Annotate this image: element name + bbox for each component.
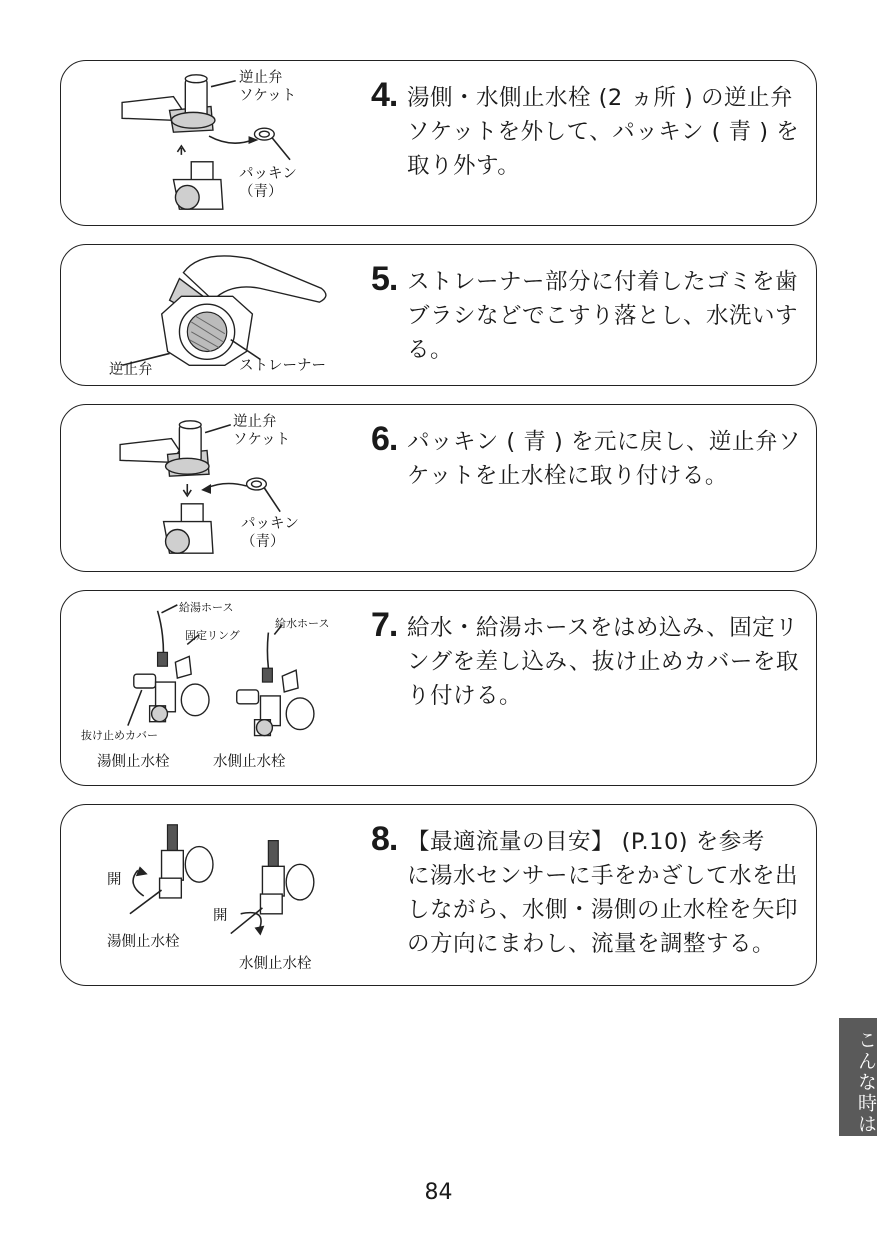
- strainer-label: ストレーナー: [239, 358, 326, 374]
- step-instruction: 給水・給湯ホースをはめ込み、固定リ ングを差し込み、抜け止めカバーを取 り付ける。: [407, 615, 799, 709]
- step-7: [60, 590, 817, 786]
- step-instruction: ストレーナー部分に付着したゴミを歯 ブラシなどでこすり落とし、水洗いす る。: [407, 269, 799, 363]
- step-5-illustration: [61, 245, 361, 385]
- hot-hose-label: 給湯ホース: [179, 601, 234, 614]
- socket-label: 逆止弁 ソケット: [233, 414, 291, 448]
- wrench-remove-socket-illustration: [61, 61, 361, 225]
- hot-valve-label: 湯側止水栓: [97, 754, 170, 770]
- packing-label: パッキン （青）: [241, 516, 299, 550]
- step-number: 8.: [371, 820, 398, 858]
- open-label-hot: 開: [107, 872, 122, 888]
- ring-label: 固定リング: [185, 629, 240, 642]
- step-8-illustration: [61, 805, 361, 985]
- step-7-illustration: [61, 591, 361, 785]
- step-6-illustration: [61, 405, 361, 571]
- valve-adjust-illustration: [61, 805, 361, 985]
- hot-valve-label: 湯側止水栓: [107, 934, 180, 950]
- step-instruction: パッキン ( 青 ) を元に戻し、逆止弁ソ ケットを止水栓に取り付ける。: [407, 429, 801, 489]
- step-instruction: 湯側・水側止水栓 (2 ヵ所 ) の逆止弁 ソケットを外して、パッキン ( 青 ) を 取り外す。: [407, 85, 800, 179]
- step-4: [60, 60, 817, 226]
- step-5: [60, 244, 817, 386]
- step-number: 6.: [371, 420, 398, 458]
- socket-label: 逆止弁 ソケット: [239, 70, 297, 104]
- step-number: 4.: [371, 76, 398, 114]
- step-8: [60, 804, 817, 986]
- open-label-cold: 開: [213, 908, 228, 924]
- step-number: 7.: [371, 606, 398, 644]
- step-4-illustration: [61, 61, 361, 225]
- step-6: [60, 404, 817, 572]
- wrench-attach-socket-illustration: [61, 405, 361, 571]
- cold-valve-label: 水側止水栓: [213, 754, 286, 770]
- step-number: 5.: [371, 260, 398, 298]
- cold-valve-label: 水側止水栓: [239, 956, 312, 972]
- valve-label: 逆止弁: [109, 362, 153, 378]
- section-side-tab: こんな時は: [839, 1018, 877, 1136]
- cover-label: 抜け止めカバー: [81, 729, 158, 742]
- step-instruction: 【最適流量の目安】 (P.10) を参考 に湯水センサーに手をかざして水を出 しながら、水側・湯側の止水栓を矢印 の方向にまわし、流量を調整する。: [407, 829, 799, 957]
- packing-label: パッキン （青）: [239, 166, 297, 200]
- page-number: 84: [424, 1180, 453, 1205]
- cold-hose-label: 給水ホース: [275, 617, 330, 630]
